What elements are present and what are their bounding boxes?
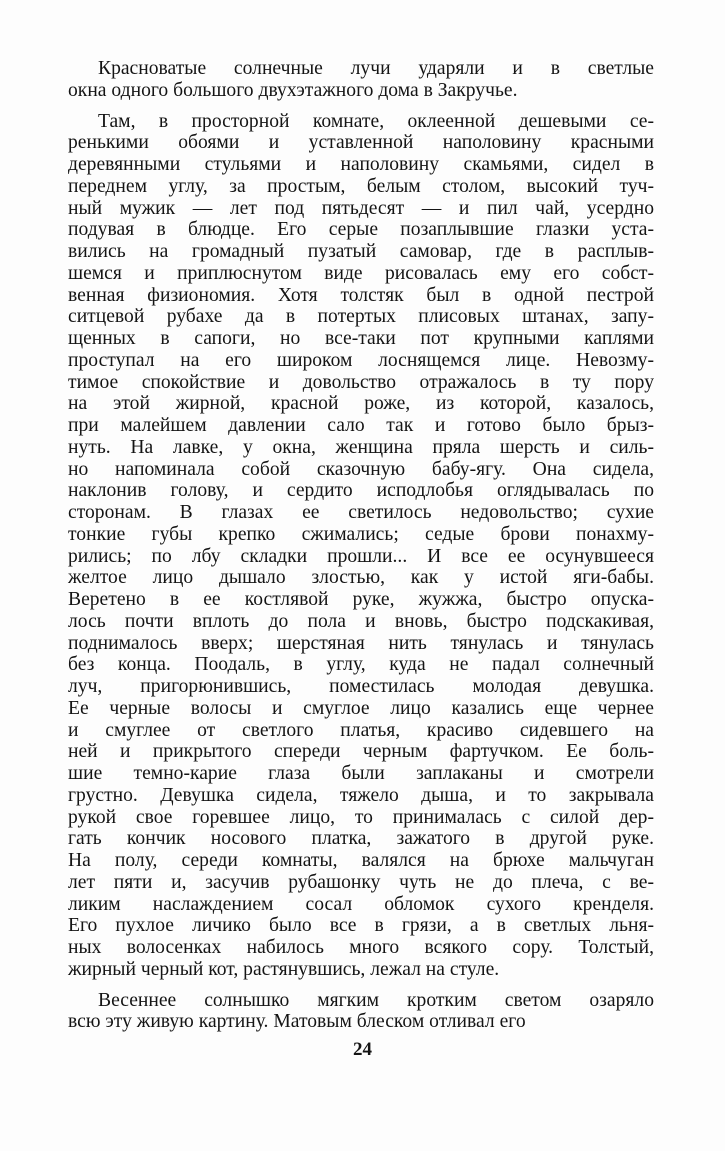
text-line: Там, в просторной комнате, оклеенной дешевыми се- (98, 110, 654, 132)
text-line: жирный черный кот, растянувшись, лежал на стуле. (68, 958, 500, 980)
text-line: тимое спокойствие и довольство отражалось в ту пору (68, 371, 654, 393)
text-line: поднималось вверх; шерстяная нить тянулась и тянулась (68, 632, 654, 654)
text-line: ликим наслаждением сосал обломок сухого кренделя. (68, 893, 654, 915)
paragraph-gap (68, 981, 654, 990)
text-line: проступал на его широком лоснящемся лице. Невозму- (68, 349, 654, 371)
text-line: рукой свое горевшее лицо, то принималась с силой дер- (68, 806, 654, 828)
text-line: желтое лицо дышало злостью, как у истой яги-бабы. (68, 567, 654, 589)
text-line: вились на громадный пузатый самовар, где в расплыв- (68, 241, 654, 262)
text-line: Веретено в ее костлявой руке, жужжа, быстро опуска- (68, 589, 654, 610)
text-line: лет пяти и, засучив рубашонку чуть не до плеча, с ве- (68, 871, 654, 893)
text-line: грустно. Девушка сидела, тяжело дыша, и то закрывала (68, 784, 654, 806)
text-line: тонкие губы крепко сжимались; седые брови понахму- (68, 523, 654, 545)
text-line: гать кончик носового платка, зажатого в другой руке. (68, 828, 654, 850)
text-line: на этой жирной, красной роже, из которой, казалось, (68, 393, 654, 415)
text-line: Красноватые солнечные лучи ударяли и в светлые (98, 58, 654, 79)
text-line: шие темно-карие глаза были заплаканы и смотрели (68, 763, 654, 784)
text-line: лось почти вплоть до пола и вновь, быстро подскакивая, (68, 610, 654, 632)
body-text (68, 58, 654, 1033)
text-line: без конца. Поодаль, в углу, куда не падал солнечный (68, 654, 654, 676)
text-line: при малейшем давлении сало так и готово было брыз- (68, 415, 654, 436)
text-line: Весеннее солнышко мягким кротким светом озаряло (98, 989, 654, 1011)
text-line: и смуглее от светлого платья, красиво сидевшего на (68, 719, 654, 741)
text-line: сторонам. В глазах ее светилось недовольство; сухие (68, 502, 654, 523)
text-line: Ее черные волосы и смуглое лицо казались еще чернее (68, 697, 654, 719)
paragraph (68, 990, 654, 1034)
text-line: ный мужик — лет под пятьдесят — и пил чай, усердно (68, 197, 654, 219)
text-line: подувая в блюдце. Его серые позаплывшие глазки уста- (68, 219, 654, 241)
text-line: Его пухлое личико было все в грязи, а в светлых льня- (68, 915, 654, 937)
text-line: ных волосенках набилось много всякого сору. Толстый, (68, 937, 654, 958)
text-line: всю эту живую картину. Матовым блеском отливал его (68, 1011, 526, 1033)
text-line: На полу, середи комнаты, валялся на брюхе мальчуган (68, 850, 654, 871)
text-line: ситцевой рубахе да в потертых плисовых штанах, запу- (68, 306, 654, 328)
text-line: но напоминала собой сказочную бабу-ягу. Она сидела, (68, 458, 654, 480)
paragraph (68, 58, 654, 102)
text-line: наклонив голову, и сердито исподлобья оглядывалась по (68, 480, 654, 502)
paragraph (68, 111, 654, 981)
paragraph-gap (68, 102, 654, 111)
text-line: ней и прикрытого спереди черным фартучком. Ее боль- (68, 741, 654, 763)
text-line: венная физиономия. Хотя толстяк был в одной пестрой (68, 284, 654, 306)
text-line: шемся и приплюснутом виде рисовалась ему его собст- (68, 262, 654, 284)
text-line: ренькими обоями и уставленной наполовину красными (68, 132, 654, 154)
text-line: деревянными стульями и наполовину скамьями, сидел в (68, 154, 654, 175)
text-line: переднем углу, за простым, белым столом, высокий туч- (68, 175, 654, 197)
page-number: 24 (353, 1039, 372, 1060)
text-line: нуть. На лавке, у окна, женщина пряла шерсть и силь- (68, 436, 654, 458)
text-line: луч, пригорюнившись, поместилась молодая девушка. (68, 676, 654, 697)
text-line: щенных в сапоги, но все-таки пот крупными каплями (68, 328, 654, 349)
text-line: окна одного большого двухэтажного дома в Закручье. (68, 79, 518, 101)
text-line: рились; по лбу складки прошли... И все ее осунувшееся (68, 545, 654, 567)
